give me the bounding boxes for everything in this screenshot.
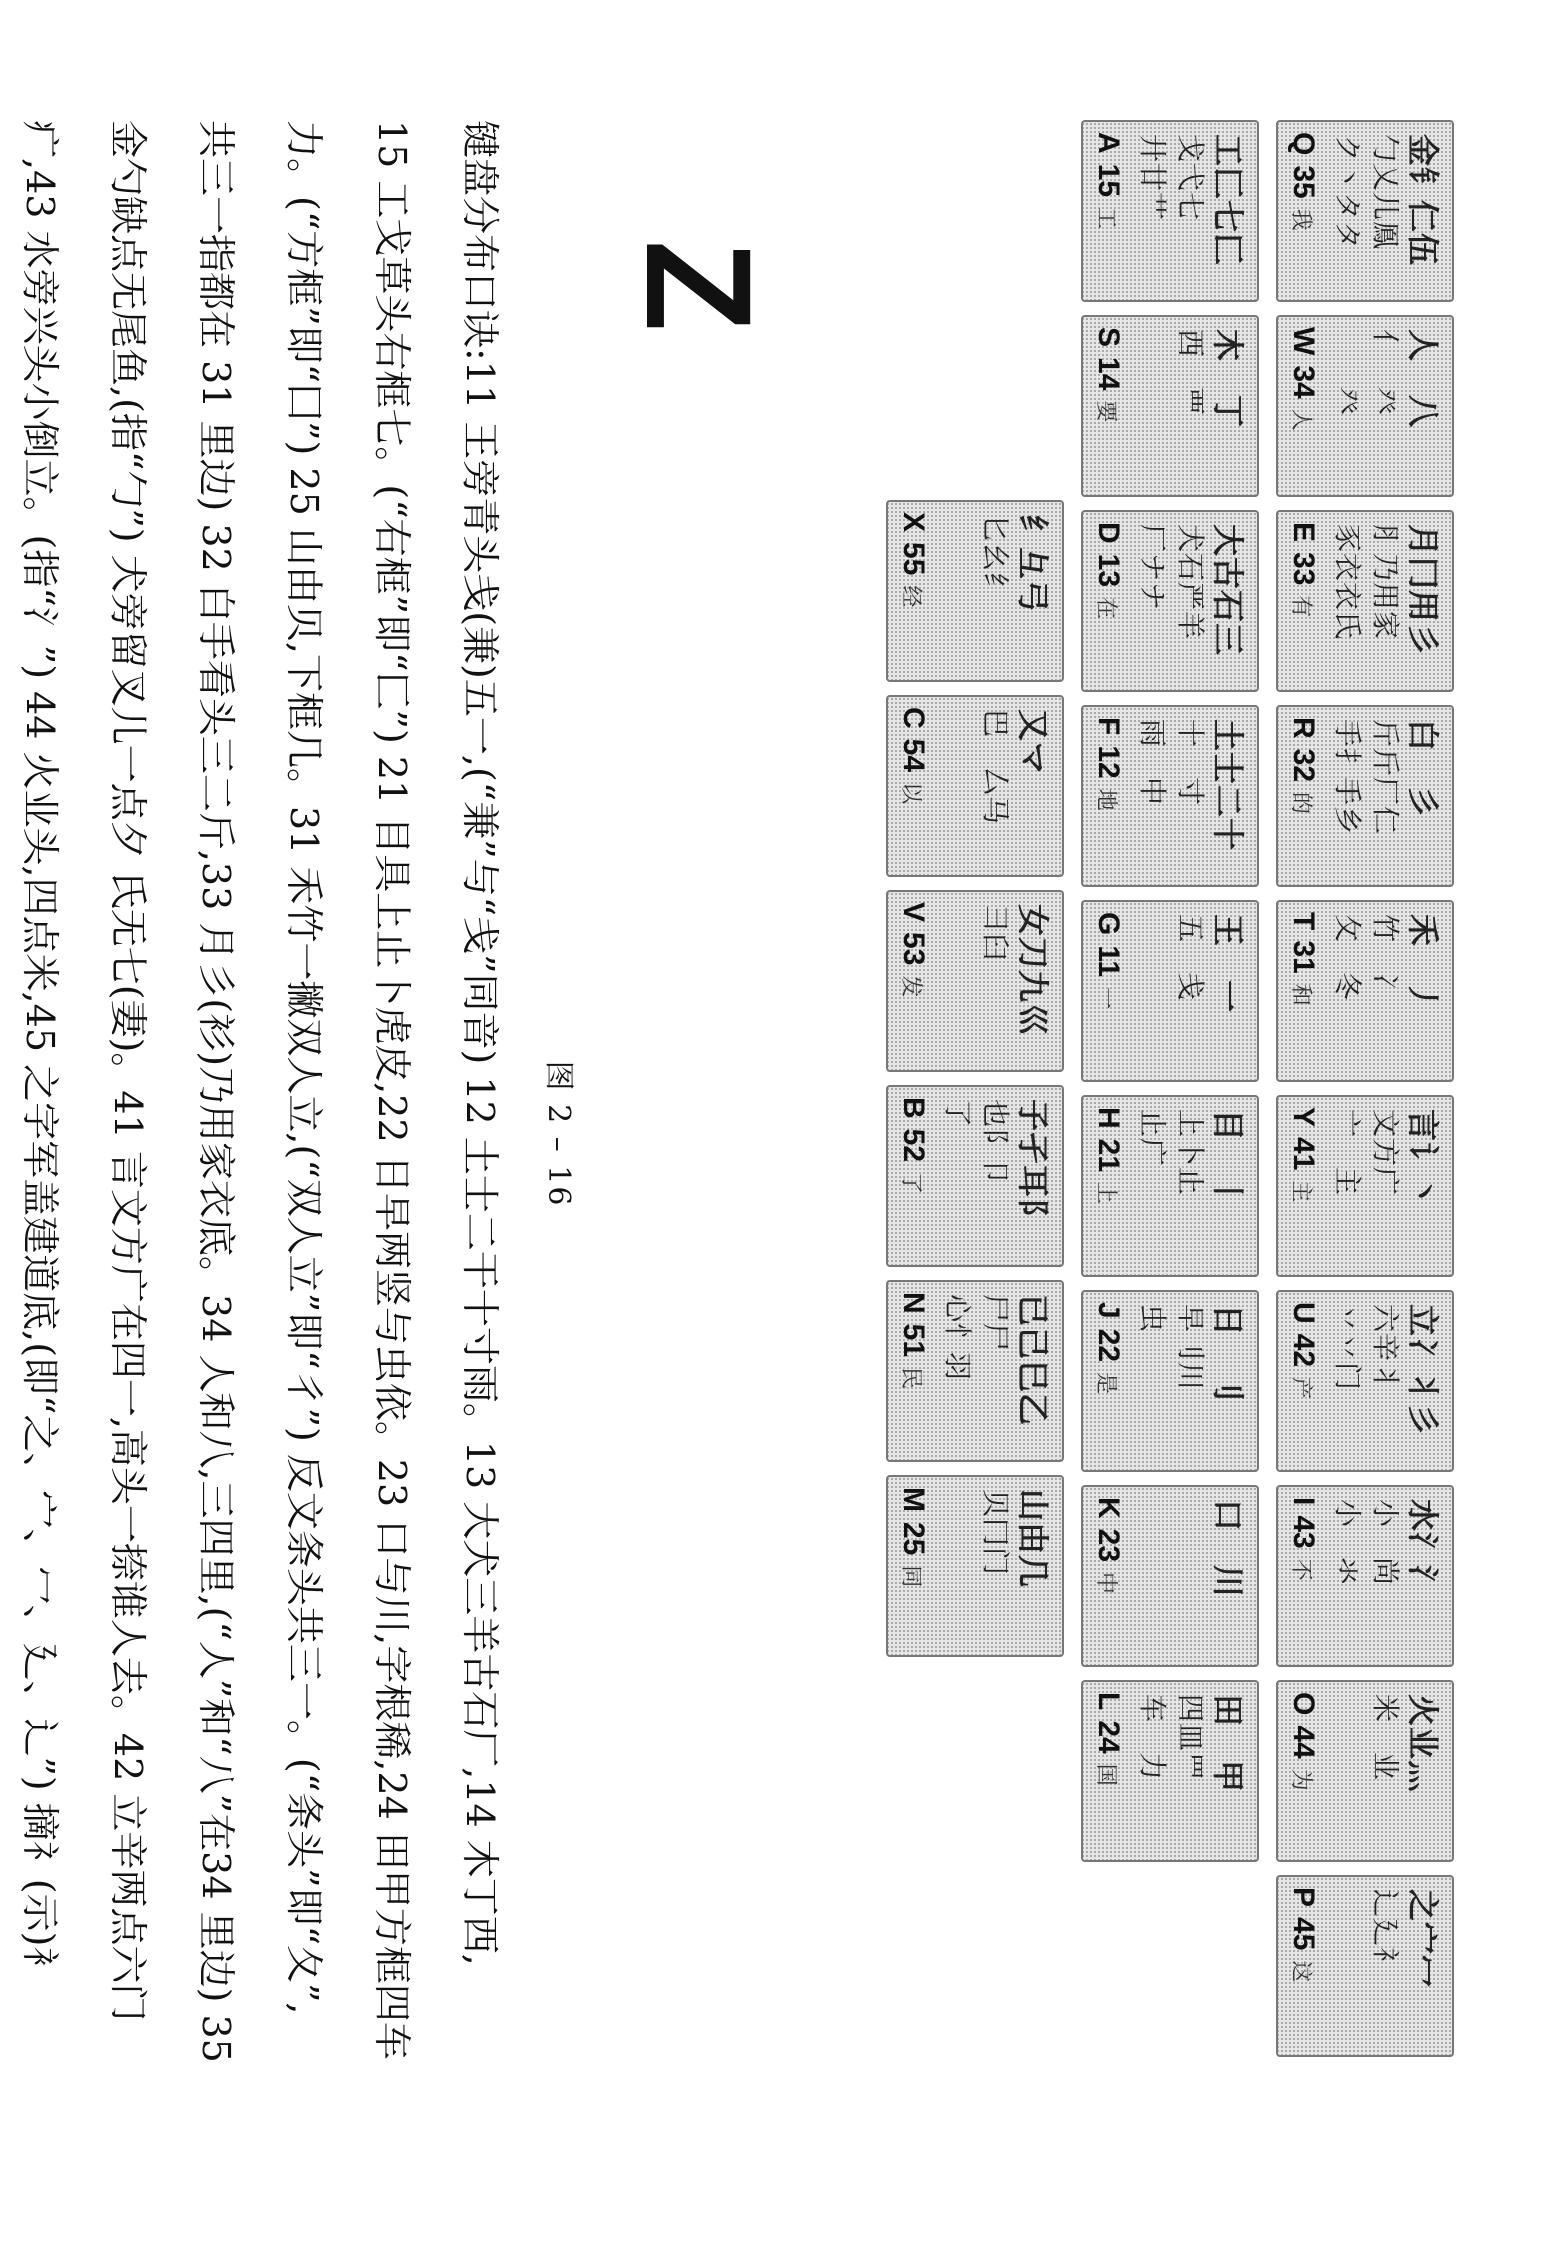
key-roots	[1324, 914, 1442, 1074]
root-line: 言讠丶	[1404, 1109, 1442, 1209]
key-j	[1081, 1290, 1259, 1472]
root-line: 田 甲	[1209, 1694, 1247, 1794]
key-footer	[1286, 132, 1320, 290]
key-letter: A	[1092, 132, 1125, 154]
key-b	[886, 1085, 1064, 1267]
key-roots	[1129, 1694, 1247, 1854]
figure-caption: 图 2 – 16	[541, 1060, 576, 1208]
key-char: 发	[898, 975, 924, 998]
key-footer	[1286, 1107, 1320, 1265]
key-g	[1081, 900, 1259, 1082]
key-footer	[1286, 1497, 1320, 1655]
root-line: 犬石严羊	[1174, 524, 1207, 641]
key-code: 34	[1287, 365, 1320, 399]
root-line: 大古石三	[1209, 524, 1247, 657]
root-line: 豕衣衣氏	[1331, 524, 1364, 641]
root-line: 文方广	[1369, 1109, 1402, 1197]
key-code: 43	[1287, 1515, 1320, 1549]
key-footer	[1091, 132, 1125, 290]
key-letter: N	[897, 1292, 930, 1314]
key-code: 32	[1287, 748, 1320, 783]
key-roots	[1324, 1889, 1442, 2049]
root-line: 水氵氵	[1404, 1499, 1442, 1599]
key-footer	[1091, 522, 1125, 680]
key-letter: B	[897, 1097, 930, 1119]
root-line: 厂ナナ	[1136, 524, 1169, 612]
key-roots	[1324, 719, 1442, 879]
root-line: 六辛丬	[1369, 1304, 1402, 1392]
key-char: 和	[1288, 983, 1314, 1006]
root-line: 止广	[1136, 1109, 1169, 1168]
root-line: 雨 中	[1136, 719, 1169, 807]
root-line: 月冂用彡	[1404, 524, 1442, 657]
root-line: 十 寸	[1174, 719, 1207, 807]
key-roots	[1129, 524, 1247, 684]
key-i	[1276, 1485, 1454, 1667]
key-q	[1276, 120, 1454, 302]
key-letter: G	[1092, 912, 1125, 936]
key-code: 53	[897, 932, 930, 966]
key-letter: T	[1287, 912, 1320, 931]
root-line: 车 力	[1136, 1694, 1169, 1782]
key-k	[1081, 1485, 1259, 1667]
key-roots	[1324, 1499, 1442, 1659]
root-line: 辶廴礻	[1369, 1889, 1402, 1977]
key-letter: I	[1287, 1497, 1320, 1506]
root-line: 廾廿艹	[1136, 134, 1169, 222]
root-line: 亻 癶	[1369, 329, 1402, 417]
key-d	[1081, 510, 1259, 692]
key-h	[1081, 1095, 1259, 1277]
root-line: 目 丨	[1209, 1109, 1247, 1209]
key-char: 地	[1093, 788, 1119, 811]
root-line: 竹 冫	[1369, 914, 1402, 1002]
root-line: 金钅仁伍	[1404, 134, 1442, 267]
key-char: 主	[1288, 1180, 1314, 1203]
key-roots	[1129, 329, 1247, 489]
key-roots	[1324, 1694, 1442, 1854]
key-r	[1276, 705, 1454, 887]
key-roots	[934, 1489, 1052, 1649]
key-code: 35	[1287, 165, 1320, 199]
key-code: 15	[1092, 163, 1125, 198]
root-line: ⺼乃用家	[1369, 524, 1402, 641]
key-letter: S	[1092, 327, 1125, 348]
key-letter: X	[897, 512, 930, 533]
root-line: 贝冂门	[979, 1489, 1012, 1577]
key-footer	[1091, 1497, 1125, 1655]
key-letter: W	[1287, 327, 1320, 356]
key-char: 是	[1093, 1372, 1119, 1395]
key-char: 以	[898, 782, 924, 805]
key-char: 为	[1288, 1768, 1314, 1791]
key-char: 一	[1093, 987, 1119, 1010]
key-char: 民	[898, 1367, 924, 1390]
root-line: 已己巳乙	[1014, 1294, 1052, 1427]
root-line: 纟彑弓	[1014, 514, 1052, 614]
root-line: 小 氺	[1331, 1499, 1364, 1587]
key-roots	[1324, 134, 1442, 294]
key-char: 了	[898, 1172, 924, 1195]
root-line: 山由几	[1014, 1489, 1052, 1589]
key-footer	[1091, 1107, 1125, 1265]
key-code: 13	[1092, 553, 1125, 588]
key-footer	[896, 707, 930, 865]
key-code: 23	[1092, 1528, 1125, 1563]
key-char: 有	[1288, 595, 1314, 618]
root-line: 丷丷门	[1331, 1304, 1364, 1392]
key-letter: P	[1287, 1887, 1320, 1908]
key-char: 产	[1288, 1377, 1314, 1400]
key-c	[886, 695, 1064, 877]
key-roots	[934, 514, 1052, 674]
key-code: 22	[1092, 1328, 1125, 1363]
key-m	[886, 1475, 1064, 1657]
root-line: 王 一	[1209, 914, 1247, 1014]
key-roots	[934, 709, 1052, 869]
root-line: 巴 厶马	[979, 709, 1012, 826]
root-line: 彐臼	[979, 904, 1012, 963]
key-roots	[1324, 1304, 1442, 1464]
key-letter: E	[1287, 522, 1320, 543]
root-line: 又マ	[1014, 709, 1052, 776]
key-letter: K	[1092, 1497, 1125, 1519]
key-footer	[1091, 327, 1125, 485]
root-line: 四皿罒	[1174, 1694, 1207, 1782]
key-footer	[896, 1487, 930, 1645]
key-v	[886, 890, 1064, 1072]
key-code: 52	[897, 1128, 930, 1163]
key-char: 不	[1288, 1558, 1314, 1581]
key-char: 的	[1288, 792, 1314, 815]
text-line: 键盘分布口诀:11 王旁青头戋(兼)五一,(“兼”与“戋”同音) 12 土士二干十寸雨。13 大犬三羊古石厂,14 木丁西,	[458, 120, 502, 1966]
key-f	[1081, 705, 1259, 887]
key-char: 经	[898, 585, 924, 608]
key-w	[1276, 315, 1454, 497]
key-footer	[896, 1097, 930, 1255]
key-letter: O	[1287, 1692, 1320, 1716]
root-line: 人 八	[1404, 329, 1442, 429]
key-t	[1276, 900, 1454, 1082]
root-line: 西 覀	[1174, 329, 1207, 417]
root-line: 了	[941, 1099, 974, 1129]
key-letter: H	[1092, 1107, 1125, 1129]
root-line: 日 刂	[1209, 1304, 1247, 1404]
key-letter: L	[1092, 1692, 1125, 1711]
key-char: 国	[1093, 1763, 1119, 1786]
key-code: 21	[1092, 1138, 1125, 1173]
root-line: 匕幺纟	[979, 514, 1012, 602]
key-footer	[1286, 1887, 1320, 2045]
root-line: 土士二十	[1209, 719, 1247, 852]
root-line: 女刀九巛	[1014, 904, 1052, 1037]
key-char: 工	[1093, 207, 1119, 230]
key-letter: J	[1092, 1302, 1125, 1319]
root-line: 尸尸	[979, 1294, 1012, 1353]
key-code: 11	[1092, 945, 1125, 978]
key-char: 在	[1093, 597, 1119, 620]
wubi-keyboard-figure	[614, 120, 1454, 2220]
key-roots	[1324, 329, 1442, 489]
key-code: 44	[1287, 1725, 1320, 1759]
key-letter: U	[1287, 1302, 1320, 1324]
key-footer	[1286, 1302, 1320, 1460]
key-char: 人	[1288, 408, 1314, 431]
key-roots	[934, 1294, 1052, 1454]
key-code: 33	[1287, 552, 1320, 586]
key-footer	[1286, 522, 1320, 680]
key-letter: M	[897, 1487, 930, 1512]
key-footer	[1091, 912, 1125, 1070]
key-roots	[1129, 1109, 1247, 1269]
key-code: 55	[897, 542, 930, 576]
key-footer	[1286, 327, 1320, 485]
key-roots	[1129, 1499, 1247, 1659]
key-code: 41	[1287, 1137, 1320, 1171]
text-line: 疒,43 水旁兴头小倒立。(指“氵”) 44 火业头,四点米,45 之字军盖建道底,(即“之、宀、冖、廴、辶”) 摘礻(示)衤	[18, 120, 62, 1985]
text-line: 金勺缺点无尾鱼,(指“勹”) 犬旁留叉儿一点夕 氏无七(妻)。41 言文方广在四一,高头一捺谁人去。42 立辛两点六门	[106, 120, 150, 2022]
root-line: 立冫丬彡	[1404, 1304, 1442, 1437]
root-line: 五 戋	[1174, 914, 1207, 1002]
key-footer	[1286, 912, 1320, 1070]
text-line: 15 工戈草头右框七。(“右框”即“匚”) 21 目具上止卜虎皮,22 日早两竖与虫依。23 口与川,字根稀,24 田甲方框四车	[370, 120, 414, 2060]
root-line: 上卜止	[1174, 1109, 1207, 1197]
key-letter: C	[897, 707, 930, 729]
key-code: 54	[897, 738, 930, 773]
key-char: 上	[1093, 1182, 1119, 1205]
key-code: 25	[897, 1522, 930, 1556]
mnemonic-text	[0, 120, 524, 2180]
root-line: 火业灬	[1404, 1694, 1442, 1794]
text-line: 力。(“方框”即“囗”) 25 山由贝,下框几。31 禾竹一撇双人立,(“双人立”即“彳”) 反文条头共三一。(“条头”即“夂”,	[282, 120, 326, 2015]
key-footer	[896, 512, 930, 670]
key-code: 24	[1092, 1720, 1125, 1754]
key-char: 这	[1288, 1960, 1314, 1983]
root-line: 戈弋七	[1174, 134, 1207, 222]
key-roots	[1129, 134, 1247, 294]
root-line: 小 尚	[1369, 1499, 1402, 1587]
key-footer	[1091, 1692, 1125, 1850]
key-letter: F	[1092, 717, 1125, 736]
root-line: 工匚七匚	[1209, 134, 1247, 267]
key-code: 42	[1287, 1333, 1320, 1368]
key-code: 51	[897, 1323, 930, 1358]
key-char: 同	[898, 1565, 924, 1588]
root-line: 禾 丿	[1404, 914, 1442, 1014]
key-l	[1081, 1680, 1259, 1862]
key-y	[1276, 1095, 1454, 1277]
key-roots	[1129, 914, 1247, 1074]
key-letter: V	[897, 902, 930, 923]
key-footer	[896, 902, 930, 1060]
key-letter: D	[1092, 522, 1125, 544]
root-line: 早刂川	[1174, 1304, 1207, 1392]
key-a	[1081, 120, 1259, 302]
root-line: 勹乂儿鳯	[1369, 134, 1402, 251]
key-code: 12	[1092, 745, 1125, 779]
root-line: 也阝卩	[979, 1099, 1012, 1187]
key-e	[1276, 510, 1454, 692]
key-roots	[934, 1099, 1052, 1259]
key-code: 14	[1092, 357, 1125, 391]
key-roots	[1129, 1304, 1247, 1464]
root-line: 手扌手乡	[1331, 719, 1364, 836]
root-line: 口 川	[1209, 1499, 1247, 1599]
key-roots	[934, 904, 1052, 1064]
key-code: 31	[1287, 940, 1320, 974]
root-line: 米 业	[1369, 1694, 1402, 1782]
key-code: 45	[1287, 1917, 1320, 1951]
key-o	[1276, 1680, 1454, 1862]
key-footer	[1286, 717, 1320, 875]
text-line: 共三一指都在 31 里边) 32 白手看头三二斤,33 月彡(衫)乃用家衣底。34 人和八,三四里,(“人”和“八”在34 里边) 35	[194, 120, 238, 2063]
root-line: 斤斤厂仁	[1369, 719, 1402, 836]
root-line: 亠 主	[1331, 1109, 1364, 1197]
key-roots	[1324, 524, 1442, 684]
key-letter: Q	[1287, 132, 1320, 156]
key-roots	[1324, 1109, 1442, 1269]
key-footer	[1091, 717, 1125, 875]
key-footer	[1091, 1302, 1125, 1460]
key-p	[1276, 1875, 1454, 2057]
root-line: ク丶タタ	[1331, 134, 1364, 251]
root-line: 白 彡	[1404, 719, 1442, 819]
key-char: 中	[1093, 1572, 1119, 1595]
root-line: 木 丁	[1209, 329, 1247, 429]
key-letter: R	[1287, 717, 1320, 739]
key-char: 要	[1093, 400, 1119, 423]
key-letter: Y	[1287, 1107, 1320, 1128]
root-line: 虫	[1136, 1304, 1169, 1334]
key-u	[1276, 1290, 1454, 1472]
key-roots	[1129, 719, 1247, 879]
root-line: 攵 冬	[1331, 914, 1364, 1002]
key-footer	[1286, 1692, 1320, 1850]
root-line: 子孑耳阝	[1014, 1099, 1052, 1232]
z-key-label: Z	[615, 240, 783, 332]
key-x	[886, 500, 1064, 682]
key-n	[886, 1280, 1064, 1462]
key-char: 我	[1288, 208, 1314, 231]
root-line: 心忄羽	[941, 1294, 974, 1382]
root-line: 之宀冖	[1404, 1889, 1442, 1989]
key-footer	[896, 1292, 930, 1450]
root-line: 癶	[1331, 329, 1364, 417]
key-s	[1081, 315, 1259, 497]
